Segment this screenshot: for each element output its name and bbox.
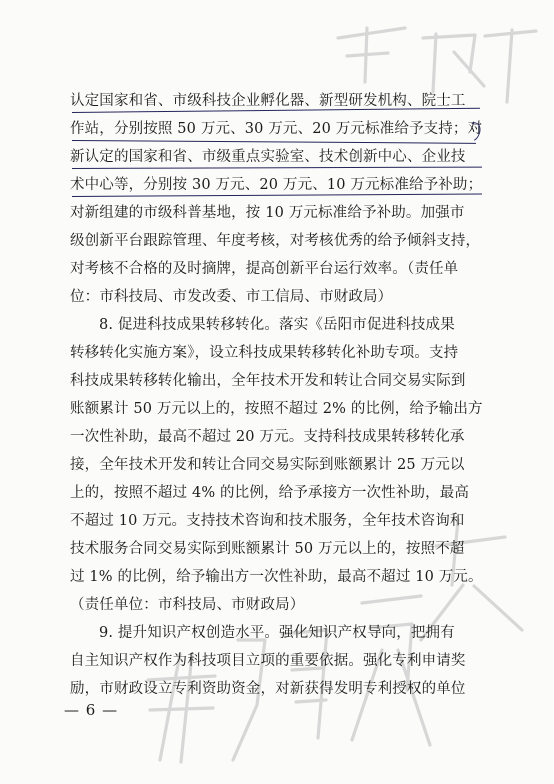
body-line-21: 自主知识产权作为科技项目立项的重要依据。强化专利申请奖: [70, 653, 466, 669]
body-line-7: 对考核不合格的及时摘牌，提高创新平台运行效率。（责任单: [70, 261, 459, 277]
watermark-stroke-top-5: [433, 34, 436, 92]
body-line-2: 作站，分别按照 50 万元、30 万元、20 万元标准给予支持；对: [70, 121, 483, 137]
body-line-10: 转移转化实施方案》，设立科技成果转移转化补助专项。支持: [70, 345, 459, 361]
responsibility-line: （责任单位：市科技局、市财政局）: [70, 597, 305, 613]
page-number: — 6 —: [64, 701, 119, 719]
section-9-heading-line: 9. 提升知识产权创造水平。强化知识产权导向，把拥有: [99, 625, 455, 641]
body-line-12: 账额累计 50 万元以上的，按照不超过 2% 的比例，给予输出方: [70, 401, 483, 417]
body-line-8: 位：市科技局、市发改委、市工信局、市财政局）: [70, 289, 393, 305]
body-line-16: 不超过 10 万元。支持技术咨询和技术服务，全年技术咨询和: [70, 513, 465, 529]
watermark-stroke-top-7: [485, 31, 536, 36]
body-line-3: 新认定的国家和省、市级重点实验室、技术创新中心、企业技: [70, 149, 466, 165]
watermark-stroke-top-3: [347, 53, 388, 56]
watermark-stroke-bottom-4: [150, 708, 213, 710]
watermark-stroke-top-2: [365, 28, 367, 82]
body-line-4: 术中心等，分别按 30 万元、20 万元、10 万元标准给予补助；: [70, 177, 483, 193]
body-line-17: 技术服务合同交易实际到账额累计 50 万元以上的，按照不超: [70, 541, 465, 557]
body-line-11: 科技成果转移转化输出，全年技术开发和转让合同交易实际到: [70, 373, 466, 389]
body-line-13: 一次性补助，最高不超过 20 万元。支持科技成果转移转化承: [70, 429, 465, 445]
body-line-5: 对新组建的市级科普基地，按 10 万元标准给予补助。加强市: [70, 205, 465, 221]
body-line-6: 级创新平台跟踪管理、年度考核，对考核优秀的给予倾斜支持，: [70, 233, 481, 249]
watermark-stroke-top-1: [338, 28, 405, 38]
body-line-14: 接，全年技术开发和转让合同交易实际到账额累计 25 万元以: [70, 457, 465, 473]
watermark-stroke-top-8: [507, 30, 512, 102]
body-line-15: 上的，按照不超过 4% 的比例，给予承接方一次性补助，最高: [70, 485, 470, 501]
body-line-22: 励，市财政设立专利资助资金，对新获得发明专利授权的单位: [70, 681, 466, 697]
watermark-stroke-top-6: [454, 52, 484, 86]
watermark-stroke-top-4: [423, 35, 475, 72]
body-line-1: 认定国家和省、市级科技企业孵化器、新型研发机构、院士工: [70, 93, 466, 109]
body-line-18: 过 1% 的比例，给予输出方一次性补助，最高不超过 10 万元。: [70, 569, 483, 585]
section-8-heading-line: 8. 促进科技成果转移转化。落实《岳阳市促进科技成果: [99, 317, 455, 333]
document-body: [70, 87, 490, 703]
